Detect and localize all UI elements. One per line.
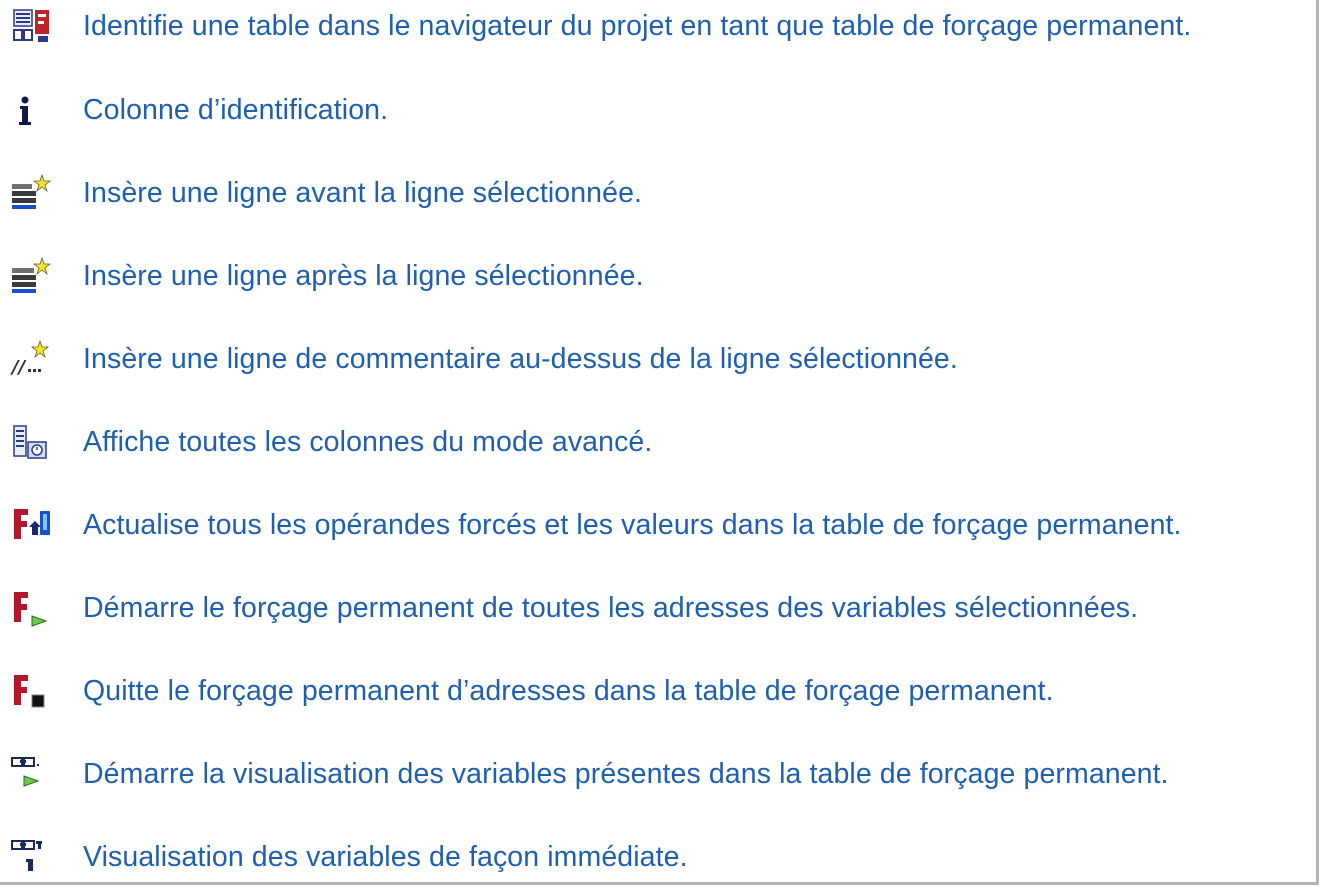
- info-icon: [4, 88, 60, 132]
- list-item: [0, 163, 1310, 223]
- item-description: Démarre le forçage permanent de toutes les adresses des variables sélectionnées.: [83, 592, 1139, 624]
- list-item: [0, 661, 1310, 721]
- list-item: [0, 495, 1310, 555]
- advanced-columns-icon: [4, 420, 60, 464]
- item-description: Quitte le forçage permanent d’adresses dans la table de forçage permanent.: [83, 675, 1054, 707]
- list-item: [0, 0, 1310, 56]
- monitor-now-icon: [4, 835, 60, 879]
- item-description: Insère une ligne de commentaire au-dessus de la ligne sélectionnée.: [83, 343, 958, 375]
- list-item: [0, 80, 1310, 140]
- item-description: Démarre la visualisation des variables présentes dans la table de forçage permanent.: [83, 758, 1169, 790]
- insert-row-before-icon: [4, 171, 60, 215]
- svg-text://: //: [12, 357, 26, 378]
- insert-row-after-icon: [4, 254, 60, 298]
- list-item: [0, 578, 1310, 638]
- insert-comment-row-icon: [4, 337, 60, 381]
- item-description: Insère une ligne après la ligne sélectionnée.: [83, 260, 644, 292]
- refresh-forced-icon: [4, 503, 60, 547]
- list-item: [0, 744, 1310, 804]
- list-item: [0, 827, 1310, 887]
- item-description: Visualisation des variables de façon immédiate.: [83, 841, 688, 873]
- stop-force-icon: [4, 669, 60, 713]
- force-table-icon: [4, 4, 60, 48]
- item-description: Identifie une table dans le navigateur du projet en tant que table de forçage permanent.: [83, 10, 1192, 42]
- item-description: Colonne d’identification.: [83, 94, 389, 126]
- item-description: Insère une ligne avant la ligne sélectionnée.: [83, 177, 643, 209]
- start-force-icon: [4, 586, 60, 630]
- list-item: [0, 412, 1310, 472]
- item-description: Affiche toutes les colonnes du mode avancé.: [83, 426, 653, 458]
- list-item: [0, 329, 1310, 389]
- item-description: Actualise tous les opérandes forcés et les valeurs dans la table de forçage permanent.: [83, 509, 1182, 541]
- list-item: [0, 246, 1310, 306]
- start-monitor-icon: [4, 752, 60, 796]
